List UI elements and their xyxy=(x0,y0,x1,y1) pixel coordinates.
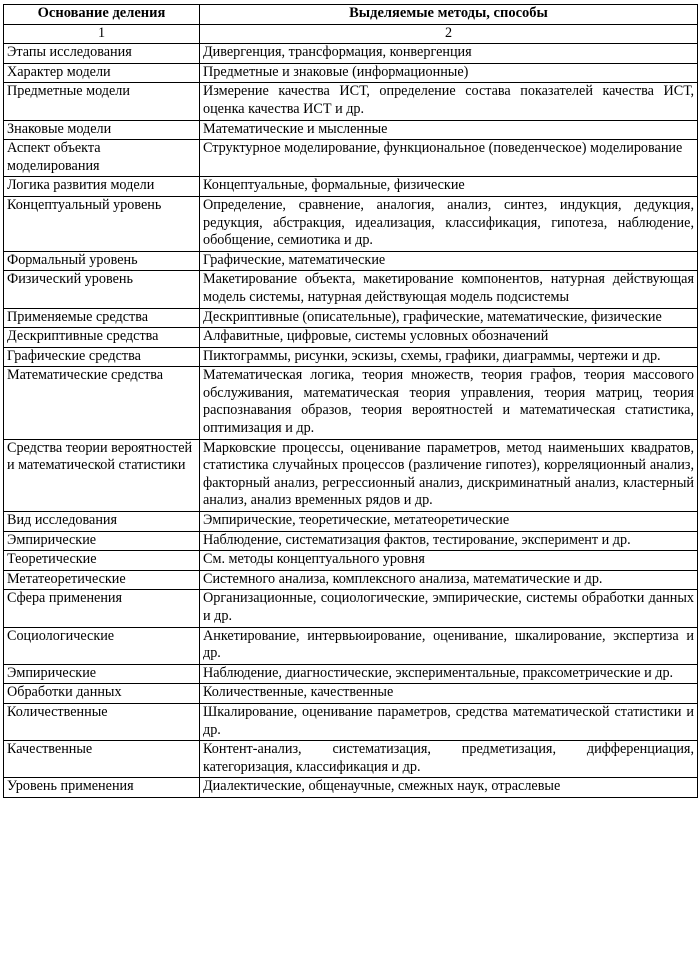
methods-classification-table xyxy=(3,4,698,798)
row-basis-cell: Предметные модели xyxy=(4,83,200,120)
table-row xyxy=(4,196,698,251)
column-number-1: 1 xyxy=(4,24,200,44)
row-basis-cell: Сфера применения xyxy=(4,590,200,627)
table-row xyxy=(4,703,698,740)
row-basis-cell: Математические средства xyxy=(4,367,200,439)
row-methods-cell: Измерение качества ИСТ, определение состава показателей качества ИСТ, оценка качества ИСТ и др. xyxy=(200,83,698,120)
row-methods-cell: Дескриптивные (описательные), графические, математические, физические xyxy=(200,308,698,328)
row-basis-cell: Дескриптивные средства xyxy=(4,328,200,348)
column-number-2: 2 xyxy=(200,24,698,44)
table-row xyxy=(4,120,698,140)
row-methods-cell: См. методы концептуального уровня xyxy=(200,551,698,571)
row-basis-cell: Количественные xyxy=(4,703,200,740)
row-methods-cell: Концептуальные, формальные, физические xyxy=(200,177,698,197)
row-methods-cell: Математическая логика, теория множеств, теория графов, теория массового обслуживания, математическая теория управления, теория матриц, теория распознавания образов, теория вероятностей и математическая статистика, оптимизация и др. xyxy=(200,367,698,439)
table-row xyxy=(4,627,698,664)
row-basis-cell: Социологические xyxy=(4,627,200,664)
row-methods-cell: Структурное моделирование, функциональное (поведенческое) моделирование xyxy=(200,140,698,177)
row-methods-cell: Наблюдение, систематизация фактов, тестирование, эксперимент и др. xyxy=(200,531,698,551)
row-methods-cell: Предметные и знаковые (информационные) xyxy=(200,63,698,83)
row-basis-cell: Графические средства xyxy=(4,347,200,367)
row-basis-cell: Обработки данных xyxy=(4,684,200,704)
row-basis-cell: Средства теории вероятностей и математической статистики xyxy=(4,439,200,511)
table-row xyxy=(4,684,698,704)
row-basis-cell: Уровень применения xyxy=(4,778,200,798)
row-basis-cell: Этапы исследования xyxy=(4,44,200,64)
row-basis-cell: Вид исследования xyxy=(4,512,200,532)
column-number-row xyxy=(4,24,698,44)
table-row xyxy=(4,140,698,177)
row-methods-cell: Макетирование объекта, макетирование компонентов, натурная действующая модель системы, натурная действующая модель подсистемы xyxy=(200,271,698,308)
methods-table-page xyxy=(3,4,697,798)
table-row xyxy=(4,741,698,778)
row-methods-cell: Определение, сравнение, аналогия, анализ, синтез, индукция, дедукция, редукция, абстракция, идеализация, классификация, гипотеза, наблюдение, обобщение, семиотика и др. xyxy=(200,196,698,251)
table-row xyxy=(4,664,698,684)
row-basis-cell: Эмпирические xyxy=(4,664,200,684)
row-basis-cell: Характер модели xyxy=(4,63,200,83)
row-methods-cell: Количественные, качественные xyxy=(200,684,698,704)
table-row xyxy=(4,251,698,271)
row-basis-cell: Теоретические xyxy=(4,551,200,571)
row-methods-cell: Марковские процессы, оценивание параметров, метод наименьших квадратов, статистика случайных процессов (различение гипотез), корреляционный анализ, факторный анализ, регрессионный анализ, дискриминатный анализ, кластерный анализ, анализ временных рядов и др. xyxy=(200,439,698,511)
row-basis-cell: Метатеоретические xyxy=(4,570,200,590)
row-basis-cell: Качественные xyxy=(4,741,200,778)
header-methods: Выделяемые методы, способы xyxy=(200,5,698,25)
table-row xyxy=(4,63,698,83)
table-row xyxy=(4,439,698,511)
table-row xyxy=(4,347,698,367)
table-row xyxy=(4,83,698,120)
row-methods-cell: Организационные, социологические, эмпирические, системы обработки данных и др. xyxy=(200,590,698,627)
table-row xyxy=(4,177,698,197)
row-basis-cell: Применяемые средства xyxy=(4,308,200,328)
row-basis-cell: Эмпирические xyxy=(4,531,200,551)
table-body xyxy=(4,44,698,798)
row-methods-cell: Алфавитные, цифровые, системы условных обозначений xyxy=(200,328,698,348)
table-row xyxy=(4,551,698,571)
table-row xyxy=(4,367,698,439)
row-basis-cell: Формальный уровень xyxy=(4,251,200,271)
row-methods-cell: Дивергенция, трансформация, конвергенция xyxy=(200,44,698,64)
row-methods-cell: Диалектические, общенаучные, смежных наук, отраслевые xyxy=(200,778,698,798)
row-methods-cell: Шкалирование, оценивание параметров, средства математической статистики и др. xyxy=(200,703,698,740)
row-basis-cell: Логика развития модели xyxy=(4,177,200,197)
row-methods-cell: Контент-анализ, систематизация, предметизация, дифференциация, категоризация, классификация и др. xyxy=(200,741,698,778)
table-row xyxy=(4,44,698,64)
row-methods-cell: Графические, математические xyxy=(200,251,698,271)
table-row xyxy=(4,570,698,590)
row-methods-cell: Анкетирование, интервьюирование, оценивание, шкалирование, экспертиза и др. xyxy=(200,627,698,664)
row-methods-cell: Наблюдение, диагностические, экспериментальные, праксометрические и др. xyxy=(200,664,698,684)
row-methods-cell: Эмпирические, теоретические, метатеоретические xyxy=(200,512,698,532)
header-row xyxy=(4,5,698,25)
table-row xyxy=(4,308,698,328)
table-row xyxy=(4,590,698,627)
header-basis: Основание деления xyxy=(4,5,200,25)
row-basis-cell: Аспект объекта моделирования xyxy=(4,140,200,177)
row-basis-cell: Физический уровень xyxy=(4,271,200,308)
table-row xyxy=(4,512,698,532)
row-methods-cell: Пиктограммы, рисунки, эскизы, схемы, графики, диаграммы, чертежи и др. xyxy=(200,347,698,367)
row-methods-cell: Системного анализа, комплексного анализа, математические и др. xyxy=(200,570,698,590)
row-basis-cell: Знаковые модели xyxy=(4,120,200,140)
table-row xyxy=(4,531,698,551)
row-methods-cell: Математические и мысленные xyxy=(200,120,698,140)
table-row xyxy=(4,271,698,308)
table-row xyxy=(4,778,698,798)
table-row xyxy=(4,328,698,348)
row-basis-cell: Концептуальный уровень xyxy=(4,196,200,251)
